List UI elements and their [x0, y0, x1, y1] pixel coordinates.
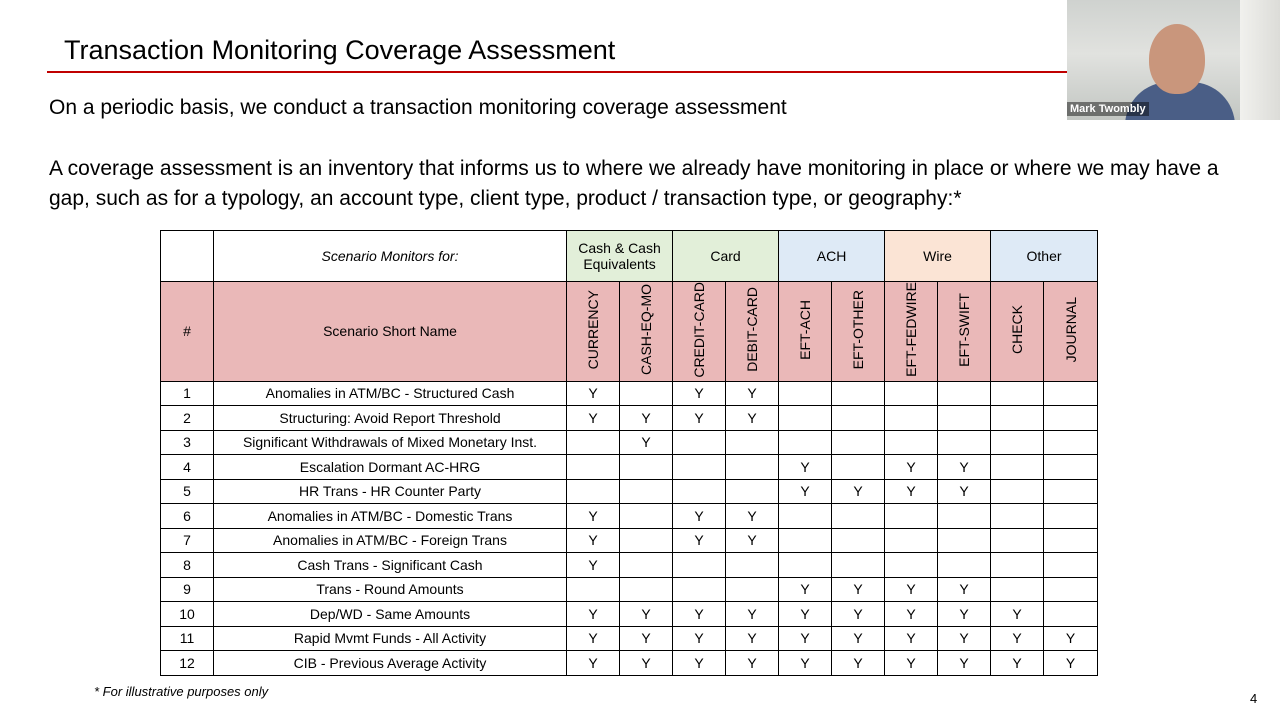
column-header-row	[161, 282, 1098, 382]
coverage-cell: Y	[673, 504, 726, 529]
coverage-cell: Y	[567, 651, 620, 676]
table-row	[161, 455, 1098, 480]
column-header-eft-other	[832, 282, 885, 382]
coverage-cell: Y	[673, 381, 726, 406]
coverage-cell: Y	[620, 602, 673, 627]
coverage-cell	[938, 504, 991, 529]
coverage-cell	[620, 504, 673, 529]
row-number: 4	[161, 455, 214, 480]
coverage-cell	[620, 553, 673, 578]
coverage-cell	[1044, 406, 1098, 431]
coverage-cell	[991, 430, 1044, 455]
table-row	[161, 577, 1098, 602]
scenario-name: Escalation Dormant AC-HRG	[214, 455, 567, 480]
participant-name-label: Mark Twombly	[1067, 102, 1149, 116]
coverage-cell	[991, 455, 1044, 480]
coverage-cell: Y	[1044, 651, 1098, 676]
scenario-name: Rapid Mvmt Funds - All Activity	[214, 626, 567, 651]
coverage-cell	[779, 504, 832, 529]
coverage-cell	[832, 381, 885, 406]
coverage-cell	[779, 528, 832, 553]
row-number: 1	[161, 381, 214, 406]
coverage-cell	[991, 406, 1044, 431]
scenario-monitors-label: Scenario Monitors for:	[214, 231, 567, 282]
coverage-cell: Y	[779, 577, 832, 602]
coverage-cell	[938, 553, 991, 578]
coverage-cell: Y	[991, 626, 1044, 651]
coverage-cell: Y	[620, 651, 673, 676]
coverage-cell	[567, 577, 620, 602]
title-divider	[47, 71, 1067, 73]
coverage-cell	[885, 504, 938, 529]
table-row	[161, 430, 1098, 455]
column-header-label: EFT-FEDWIRE	[903, 282, 920, 378]
coverage-cell: Y	[832, 651, 885, 676]
row-number: 10	[161, 602, 214, 627]
coverage-cell: Y	[832, 479, 885, 504]
coverage-cell	[1044, 381, 1098, 406]
coverage-cell	[567, 455, 620, 480]
coverage-cell: Y	[991, 651, 1044, 676]
scenario-name: CIB - Previous Average Activity	[214, 651, 567, 676]
column-header-check	[991, 282, 1044, 382]
coverage-cell	[938, 430, 991, 455]
row-number: 3	[161, 430, 214, 455]
scenario-name: Structuring: Avoid Report Threshold	[214, 406, 567, 431]
table-row	[161, 553, 1098, 578]
coverage-cell	[938, 528, 991, 553]
scenario-name-column-header: Scenario Short Name	[214, 282, 567, 382]
coverage-cell	[991, 528, 1044, 553]
coverage-cell	[832, 528, 885, 553]
coverage-cell	[1044, 528, 1098, 553]
column-header-cash-eq-mo	[620, 282, 673, 382]
column-header-debit-card	[726, 282, 779, 382]
coverage-cell	[620, 479, 673, 504]
column-header-currency	[567, 282, 620, 382]
coverage-cell	[832, 553, 885, 578]
coverage-cell: Y	[567, 602, 620, 627]
column-header-journal	[1044, 282, 1098, 382]
coverage-cell	[673, 577, 726, 602]
column-header-label: CURRENCY	[585, 290, 601, 370]
row-number: 6	[161, 504, 214, 529]
column-header-label: CASH-EQ-MO	[638, 284, 654, 376]
empty-corner-cell	[161, 231, 214, 282]
coverage-cell: Y	[726, 504, 779, 529]
coverage-cell	[779, 406, 832, 431]
group-header-other: Other	[991, 231, 1098, 282]
row-number: 11	[161, 626, 214, 651]
group-header-cash: Cash & Cash Equivalents	[567, 231, 673, 282]
coverage-cell	[991, 553, 1044, 578]
coverage-cell: Y	[567, 553, 620, 578]
column-header-credit-card	[673, 282, 726, 382]
coverage-cell	[567, 430, 620, 455]
coverage-cell: Y	[726, 651, 779, 676]
coverage-cell: Y	[779, 479, 832, 504]
coverage-cell	[673, 553, 726, 578]
coverage-cell: Y	[673, 626, 726, 651]
coverage-cell: Y	[832, 577, 885, 602]
group-header-wire: Wire	[885, 231, 991, 282]
coverage-cell	[885, 406, 938, 431]
table-row	[161, 651, 1098, 676]
slide-title: Transaction Monitoring Coverage Assessment	[64, 35, 616, 65]
table-row	[161, 528, 1098, 553]
coverage-cell	[1044, 577, 1098, 602]
coverage-cell: Y	[567, 504, 620, 529]
coverage-cell: Y	[885, 602, 938, 627]
coverage-cell: Y	[779, 651, 832, 676]
coverage-cell: Y	[832, 626, 885, 651]
row-number: 8	[161, 553, 214, 578]
coverage-cell: Y	[726, 626, 779, 651]
row-number: 12	[161, 651, 214, 676]
footnote: * For illustrative purposes only	[94, 684, 269, 699]
coverage-cell	[779, 553, 832, 578]
coverage-cell: Y	[726, 602, 779, 627]
page-number: 4	[1250, 691, 1258, 706]
coverage-cell: Y	[885, 455, 938, 480]
coverage-cell	[991, 381, 1044, 406]
column-header-label: JOURNAL	[1062, 297, 1079, 363]
coverage-cell	[673, 479, 726, 504]
coverage-cell	[938, 406, 991, 431]
scenario-name: HR Trans - HR Counter Party	[214, 479, 567, 504]
coverage-cell	[832, 504, 885, 529]
coverage-cell	[726, 479, 779, 504]
group-header-ach: ACH	[779, 231, 885, 282]
coverage-cell	[779, 430, 832, 455]
column-header-label: EFT-ACH	[797, 299, 814, 360]
coverage-cell: Y	[779, 455, 832, 480]
coverage-cell: Y	[832, 602, 885, 627]
coverage-cell	[726, 430, 779, 455]
column-header-label: EFT-OTHER	[850, 290, 867, 370]
coverage-cell: Y	[885, 651, 938, 676]
number-column-header: #	[161, 282, 214, 382]
coverage-cell: Y	[885, 577, 938, 602]
coverage-cell: Y	[938, 577, 991, 602]
coverage-cell	[938, 381, 991, 406]
coverage-cell	[832, 455, 885, 480]
row-number: 9	[161, 577, 214, 602]
table-row	[161, 479, 1098, 504]
scenario-name: Trans - Round Amounts	[214, 577, 567, 602]
coverage-cell: Y	[673, 602, 726, 627]
coverage-cell	[885, 430, 938, 455]
coverage-cell	[567, 479, 620, 504]
scenario-name: Anomalies in ATM/BC - Structured Cash	[214, 381, 567, 406]
coverage-cell	[726, 455, 779, 480]
coverage-cell: Y	[620, 406, 673, 431]
coverage-cell	[832, 406, 885, 431]
group-header-card: Card	[673, 231, 779, 282]
coverage-cell	[673, 455, 726, 480]
participant-video-tile[interactable]	[1067, 0, 1280, 120]
description-text: A coverage assessment is an inventory that informs us to where we already have monitoring in place or where we may have a gap, such as for a typology, an account type, client type, product / transaction type, or geography:*	[49, 157, 1219, 210]
coverage-cell: Y	[938, 651, 991, 676]
coverage-cell	[726, 553, 779, 578]
scenario-name: Anomalies in ATM/BC - Domestic Trans	[214, 504, 567, 529]
coverage-cell	[620, 381, 673, 406]
participant-head	[1149, 24, 1205, 94]
coverage-table-body	[161, 381, 1098, 675]
coverage-cell	[726, 577, 779, 602]
coverage-cell	[1044, 430, 1098, 455]
coverage-cell: Y	[938, 626, 991, 651]
column-header-eft-ach	[779, 282, 832, 382]
coverage-cell	[620, 528, 673, 553]
video-background-window	[1240, 0, 1280, 120]
coverage-cell	[1044, 455, 1098, 480]
column-header-eft-swift	[938, 282, 991, 382]
scenario-name: Anomalies in ATM/BC - Foreign Trans	[214, 528, 567, 553]
table-row	[161, 406, 1098, 431]
scenario-name: Dep/WD - Same Amounts	[214, 602, 567, 627]
coverage-cell: Y	[567, 626, 620, 651]
coverage-cell	[885, 553, 938, 578]
coverage-cell: Y	[673, 528, 726, 553]
coverage-cell	[620, 455, 673, 480]
column-header-label: CREDIT-CARD	[691, 282, 708, 378]
group-header-row	[161, 231, 1098, 282]
scenario-name: Significant Withdrawals of Mixed Monetary Inst.	[214, 430, 567, 455]
coverage-cell	[991, 504, 1044, 529]
coverage-cell: Y	[620, 626, 673, 651]
coverage-cell	[832, 430, 885, 455]
coverage-cell	[779, 381, 832, 406]
coverage-cell: Y	[938, 602, 991, 627]
coverage-cell: Y	[726, 528, 779, 553]
row-number: 7	[161, 528, 214, 553]
coverage-table	[160, 230, 1098, 676]
coverage-cell	[991, 479, 1044, 504]
coverage-cell	[620, 577, 673, 602]
coverage-cell	[885, 381, 938, 406]
scenario-name: Cash Trans - Significant Cash	[214, 553, 567, 578]
coverage-cell	[1044, 553, 1098, 578]
column-header-label: DEBIT-CARD	[744, 287, 761, 373]
coverage-cell: Y	[567, 406, 620, 431]
coverage-cell	[1044, 479, 1098, 504]
column-header-eft-fedwire	[885, 282, 938, 382]
coverage-cell	[885, 528, 938, 553]
coverage-cell: Y	[991, 602, 1044, 627]
coverage-cell: Y	[726, 406, 779, 431]
table-row	[161, 626, 1098, 651]
coverage-cell: Y	[885, 626, 938, 651]
coverage-cell	[1044, 504, 1098, 529]
row-number: 5	[161, 479, 214, 504]
coverage-cell: Y	[620, 430, 673, 455]
coverage-cell: Y	[885, 479, 938, 504]
table-row	[161, 602, 1098, 627]
column-header-label: EFT-SWIFT	[956, 292, 973, 367]
coverage-cell	[991, 577, 1044, 602]
table-row	[161, 504, 1098, 529]
coverage-cell: Y	[779, 626, 832, 651]
coverage-cell: Y	[726, 381, 779, 406]
row-number: 2	[161, 406, 214, 431]
coverage-cell: Y	[938, 455, 991, 480]
coverage-cell: Y	[567, 381, 620, 406]
coverage-cell: Y	[567, 528, 620, 553]
coverage-cell: Y	[1044, 626, 1098, 651]
table-row	[161, 381, 1098, 406]
coverage-cell	[1044, 602, 1098, 627]
coverage-cell	[673, 430, 726, 455]
intro-text: On a periodic basis, we conduct a transaction monitoring coverage assessment	[49, 96, 787, 119]
coverage-cell: Y	[938, 479, 991, 504]
coverage-cell: Y	[673, 406, 726, 431]
column-header-label: CHECK	[1009, 305, 1026, 355]
coverage-cell: Y	[779, 602, 832, 627]
coverage-cell: Y	[673, 651, 726, 676]
